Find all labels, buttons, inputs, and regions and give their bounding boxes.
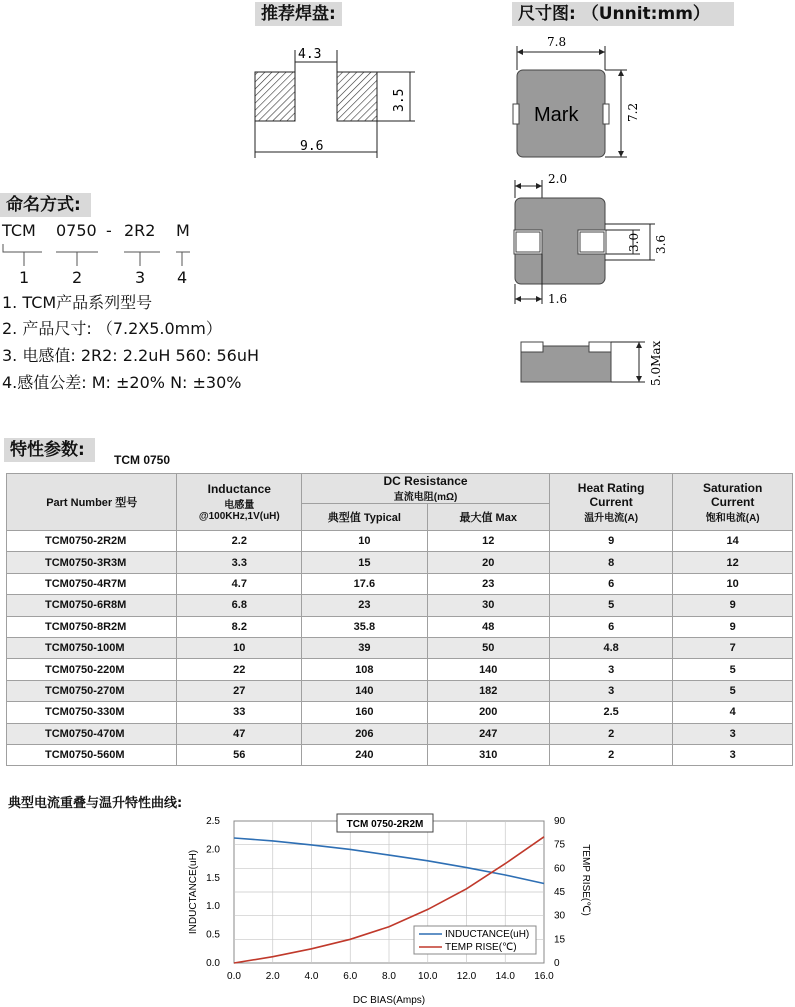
dcr-typical-cell: 10 (302, 531, 427, 552)
naming-index-2: 2 (72, 268, 83, 287)
table-row (7, 659, 793, 680)
bottom-d-label: 1.6 (548, 292, 568, 306)
inductance-cell: 47 (177, 723, 302, 744)
saturation-current-cell: 3 (673, 744, 793, 765)
x-tick-label: 4.0 (304, 971, 319, 982)
heat-current-cell: 3 (549, 659, 672, 680)
y2-tick-label: 75 (554, 839, 566, 851)
mark-label: Mark (534, 104, 579, 126)
saturation-current-cell: 4 (673, 702, 793, 723)
saturation-current-cell: 9 (673, 595, 793, 616)
dcr-max-cell: 50 (427, 637, 549, 658)
table-row (7, 531, 793, 552)
dcr-typical-cell: 15 (302, 552, 427, 573)
col-heat-en2: Current (589, 494, 633, 509)
y-tick-label: 1.0 (206, 901, 220, 913)
table-row (7, 744, 793, 765)
x-tick-label: 0.0 (227, 971, 241, 982)
y2-axis-label: TEMP RISE(℃) (580, 844, 591, 916)
x-axis-label: DC BIAS(Amps) (352, 995, 426, 1006)
x-tick-label: 6.0 (343, 971, 358, 982)
y2-tick-label: 60 (554, 863, 566, 875)
heat-current-cell: 2 (549, 744, 672, 765)
side-view-drawing (505, 330, 675, 390)
bottom-b-label: 3.0 (627, 232, 641, 252)
col-heat-en1: Heat Rating (577, 480, 645, 495)
naming-desc-2: 2. 产品尺寸: （7.2X5.0mm） (2, 319, 222, 338)
dcr-max-cell: 12 (427, 531, 549, 552)
top-height-label: 7.2 (626, 102, 640, 122)
table-row (7, 702, 793, 723)
x-tick-label: 14.0 (495, 971, 515, 982)
heat-current-cell: 5 (549, 595, 672, 616)
inductance-cell: 6.8 (177, 595, 302, 616)
saturation-current-cell: 7 (673, 637, 793, 658)
col-sat-en1: Saturation (703, 480, 763, 495)
part-number-cell: TCM0750-6R8M (7, 595, 177, 616)
specs-table (6, 473, 793, 766)
col-part-number: Part Number 型号 (7, 474, 177, 531)
col-saturation (673, 474, 793, 531)
naming-index-4: 4 (177, 268, 188, 287)
saturation-current-cell: 9 (673, 616, 793, 637)
bottom-a-label: 2.0 (548, 172, 568, 186)
inductance-cell: 56 (177, 744, 302, 765)
dcr-typical-cell: 108 (302, 659, 427, 680)
specs-header: 特性参数: (4, 438, 95, 462)
table-row (7, 595, 793, 616)
naming-part-2: 0750 (56, 221, 97, 240)
specs-model: TCM 0750 (114, 453, 171, 467)
inductance-cell: 8.2 (177, 616, 302, 637)
bottom-c-label: 3.6 (654, 234, 668, 254)
inductance-temp-chart (180, 810, 600, 1007)
x-tick-label: 10.0 (418, 971, 438, 982)
y-axis-label: INDUCTANCE(uH) (188, 849, 199, 935)
y2-tick-label: 45 (554, 887, 566, 898)
specs-table-body (7, 531, 793, 766)
y2-tick-label: 0 (554, 958, 560, 969)
dcr-typical-cell: 140 (302, 680, 427, 701)
table-row (7, 680, 793, 701)
pad-gap-label: 4.3 (298, 47, 322, 62)
naming-part-1: TCM (2, 221, 36, 240)
dcr-typical-cell: 35.8 (302, 616, 427, 637)
heat-current-cell: 6 (549, 573, 672, 594)
part-number-cell: TCM0750-220M (7, 659, 177, 680)
x-tick-label: 2.0 (265, 971, 280, 982)
col-dcr-cn: 直流电阻(mΩ) (393, 492, 458, 503)
heat-current-cell: 6 (549, 616, 672, 637)
inductance-cell: 2.2 (177, 531, 302, 552)
pad-height-label: 3.5 (392, 88, 407, 112)
dcr-max-cell: 48 (427, 616, 549, 637)
inductance-cell: 3.3 (177, 552, 302, 573)
dcr-max-cell: 200 (427, 702, 549, 723)
dcr-max-cell: 30 (427, 595, 549, 616)
col-sat-cn: 饱和电流(A) (705, 512, 760, 524)
naming-index-3: 3 (135, 268, 146, 287)
heat-current-cell: 2.5 (549, 702, 672, 723)
saturation-current-cell: 12 (673, 552, 793, 573)
col-dcr-typical: 典型值 Typical (302, 504, 427, 531)
dcr-max-cell: 182 (427, 680, 549, 701)
part-number-cell: TCM0750-8R2M (7, 616, 177, 637)
inductance-cell: 4.7 (177, 573, 302, 594)
top-width-label: 7.8 (547, 35, 567, 49)
bottom-view-drawing (505, 168, 675, 308)
y-tick-label: 2.0 (206, 844, 220, 856)
dcr-typical-cell: 160 (302, 702, 427, 723)
col-heat-cn: 温升电流(A) (584, 512, 639, 524)
heat-current-cell: 3 (549, 680, 672, 701)
col-sat-en2: Current (711, 494, 755, 509)
heat-current-cell: 8 (549, 552, 672, 573)
inductance-cell: 10 (177, 637, 302, 658)
heat-current-cell: 4.8 (549, 637, 672, 658)
col-inductance-cond: @100KHz,1V(uH) (198, 511, 280, 522)
side-height-label: 5.0Max (649, 340, 663, 386)
col-inductance-cn: 电感量 (224, 500, 255, 511)
saturation-current-cell: 3 (673, 723, 793, 744)
part-number-cell: TCM0750-4R7M (7, 573, 177, 594)
saturation-current-cell: 10 (673, 573, 793, 594)
dcr-max-cell: 23 (427, 573, 549, 594)
dcr-max-cell: 310 (427, 744, 549, 765)
x-tick-label: 8.0 (382, 971, 396, 982)
legend-inductance: INDUCTANCE(uH) (445, 929, 530, 940)
dcr-typical-cell: 206 (302, 723, 427, 744)
legend-temp: TEMP RISE(℃) (445, 942, 517, 953)
y-tick-label: 0.5 (206, 929, 220, 941)
heat-current-cell: 9 (549, 531, 672, 552)
table-row (7, 616, 793, 637)
inductance-cell: 33 (177, 702, 302, 723)
y-tick-label: 1.5 (206, 872, 220, 884)
x-tick-label: 12.0 (456, 971, 477, 982)
part-number-cell: TCM0750-470M (7, 723, 177, 744)
naming-desc-3: 3. 电感值: 2R2: 2.2uH 560: 56uH (2, 346, 260, 365)
part-number-cell: TCM0750-270M (7, 680, 177, 701)
naming-desc-1: 1. TCM产品系列型号 (2, 293, 153, 312)
x-tick-label: 16.0 (534, 971, 554, 982)
chart-legend (414, 926, 536, 954)
table-row (7, 552, 793, 573)
dimension-header: 尺寸图: （Unnit:mm） (512, 2, 734, 26)
naming-part-4: M (176, 221, 190, 240)
solder-pad-header: 推荐焊盘: (255, 2, 342, 26)
dcr-typical-cell: 240 (302, 744, 427, 765)
saturation-current-cell: 5 (673, 680, 793, 701)
y-tick-label: 0.0 (206, 958, 220, 969)
table-row (7, 637, 793, 658)
col-inductance-en: Inductance (207, 482, 271, 496)
col-dcr-en: DC Resistance (383, 474, 468, 488)
part-number-cell: TCM0750-330M (7, 702, 177, 723)
naming-index-1: 1 (19, 268, 30, 287)
dcr-max-cell: 20 (427, 552, 549, 573)
naming-header: 命名方式: (0, 193, 91, 217)
naming-dash: - (106, 221, 112, 240)
y2-tick-label: 30 (554, 910, 566, 922)
dcr-typical-cell: 39 (302, 637, 427, 658)
col-inductance (177, 474, 302, 531)
y2-tick-label: 90 (554, 816, 566, 827)
part-number-cell: TCM0750-3R3M (7, 552, 177, 573)
naming-desc-4: 4.感值公差: M: ±20% N: ±30% (2, 373, 242, 392)
naming-leader-lines (0, 240, 200, 270)
part-number-cell: TCM0750-560M (7, 744, 177, 765)
solder-pad-drawing (240, 40, 420, 165)
inductance-cell: 27 (177, 680, 302, 701)
chart-title: TCM 0750-2R2M (346, 819, 424, 830)
y-tick-label: 2.5 (206, 816, 220, 827)
heat-current-cell: 2 (549, 723, 672, 744)
saturation-current-cell: 14 (673, 531, 793, 552)
table-row (7, 573, 793, 594)
dcr-typical-cell: 23 (302, 595, 427, 616)
top-view-drawing (505, 30, 655, 165)
dcr-typical-cell: 17.6 (302, 573, 427, 594)
pad-width-label: 9.6 (300, 139, 324, 154)
y2-tick-label: 15 (554, 934, 566, 946)
saturation-current-cell: 5 (673, 659, 793, 680)
table-row (7, 723, 793, 744)
col-dcr-max: 最大值 Max (427, 504, 549, 531)
col-heat-rating (549, 474, 672, 531)
dcr-max-cell: 140 (427, 659, 549, 680)
naming-part-3: 2R2 (124, 221, 156, 240)
part-number-cell: TCM0750-100M (7, 637, 177, 658)
dcr-max-cell: 247 (427, 723, 549, 744)
curve-header: 典型电流重叠与温升特性曲线: (8, 796, 183, 811)
inductance-cell: 22 (177, 659, 302, 680)
col-dcr (302, 474, 550, 504)
part-number-cell: TCM0750-2R2M (7, 531, 177, 552)
